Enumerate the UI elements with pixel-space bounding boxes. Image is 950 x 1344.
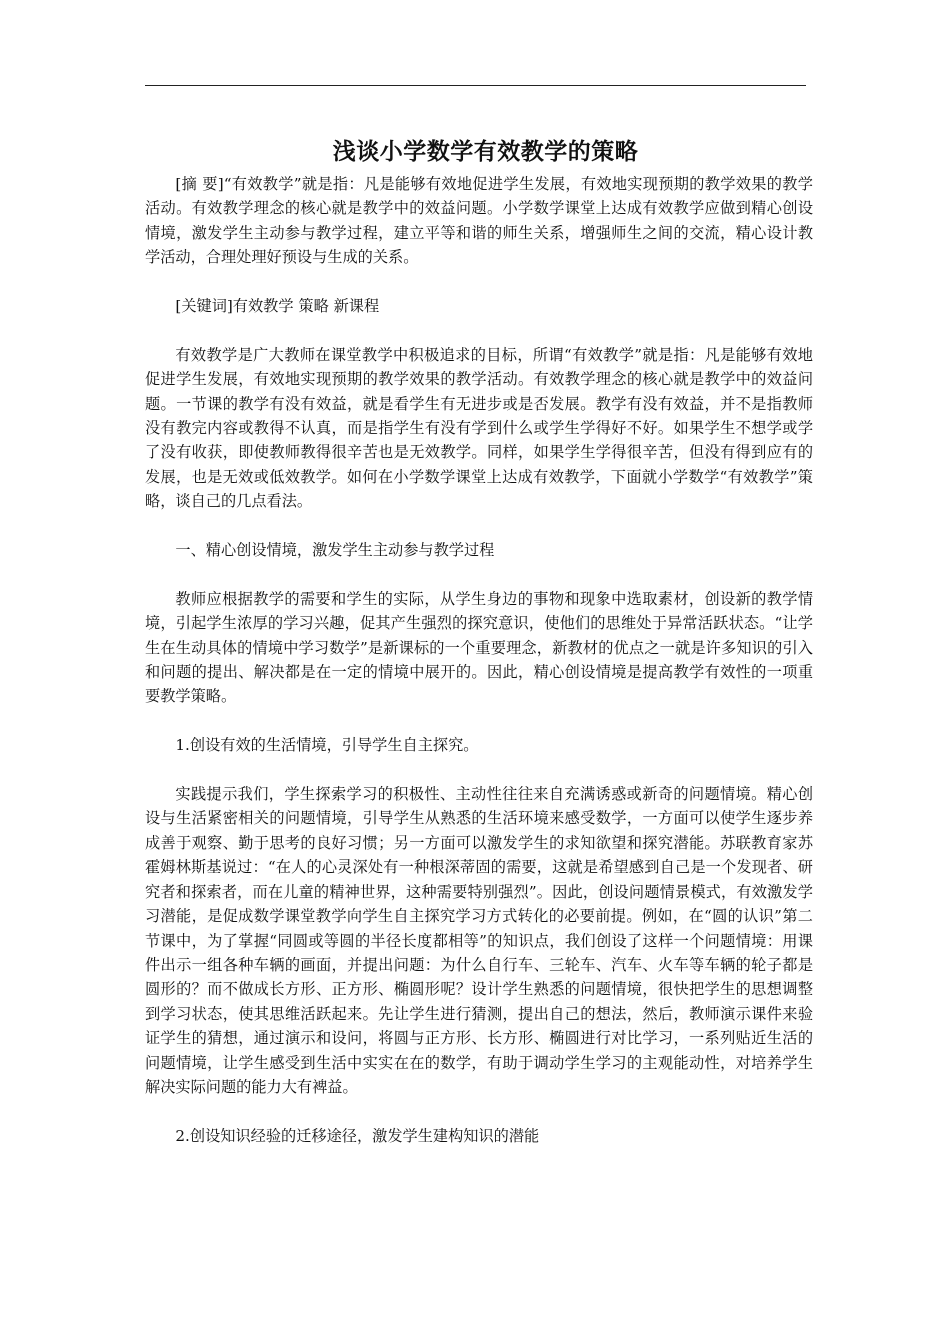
abstract-paragraph: [摘 要]“有效教学”就是指：凡是能够有效地促进学生发展，有效地实现预期的教学效果的教学活动。有效教学理念的核心就是教学中的效益问题。小学数学课堂上达成有效教学应做到精心创设情境，激发学生主动参与教学过程，建立平等和谐的师生关系，增强师生之间的交流，精心设计教学活动，合理处理好预设与生成的关系。 — [145, 175, 813, 267]
subsection-1-paragraph: 实践提示我们，学生探索学习的积极性、主动性往往来自充满诱惑或新奇的问题情境。精心创设与生活紧密相关的问题情境，引导学生从熟悉的生活环境来感受数学，一方面可以使学生逐步养成善于观察、勤于思考的良好习惯；另一方面可以激发学生的求知欲望和探究潜能。苏联教育家苏霍姆林斯基说过：“在人的心灵深处有一种根深蒂固的需要，这就是希望感到自己是一个发现者、研究者和探索者，而在儿童的精神世界，这种需要特别强烈”。因此，创设问题情景模式，有效激发学习潜能，是促成数学课堂教学向学生自主探究学习方式转化的必要前提。例如，在“圆的认识”第二节课中，为了掌握“同圆或等圆的半径长度都相等”的知识点，我们创设了这样一个问题情境：用课件出示一组各种车辆的画面，并提出问题：为什么自行车、三轮车、汽车、火车等车辆的轮子都是圆形的？而不做成长方形、正方形、椭圆形呢？设计学生熟悉的问题情境，很快把学生的思想调整到学习状态，使其思维活跃起来。先让学生进行猜测，提出自己的想法，然后，教师演示课件来验证学生的猜想，通过演示和设问，将圆与正方形、长方形、椭圆进行对比学习，一系列贴近生活的问题情境，让学生感受到生活中实实在在的数学，有助于调动学生学习的主观能动性，对培养学生解决实际问题的能力大有裨益。 — [145, 785, 813, 1096]
intro-paragraph: 有效教学是广大教师在课堂教学中积极追求的目标，所谓“有效教学”就是指：凡是能够有效地促进学生发展，有效地实现预期的教学效果的教学活动。有效教学理念的核心就是教学中的效益问题。一节课的教学有没有效益，就是看学生有无进步或是否发展。教学有没有效益，并不是指教师没有教完内容或教得不认真，而是指学生有没有学到什么或学生学得好不好。如果学生不想学或学了没有收获，即使教师教得很辛苦也是无效教学。同样，如果学生学得很辛苦，但没有得到应有的发展，也是无效或低效教学。如何在小学数学课堂上达成有效教学，下面就小学数学“有效教学”策略，谈自己的几点看法。 — [145, 345, 813, 511]
page-title: 浅谈小学数学有效教学的策略 — [332, 139, 639, 165]
subsection-heading-1: 1.创设有效的生活情境，引导学生自主探究。 — [175, 736, 479, 755]
section-1-paragraph: 教师应根据教学的需要和学生的实际，从学生身边的事物和现象中选取素材，创设新的教学情境，引起学生浓厚的学习兴趣，促其产生强烈的探究意识，使他们的思维处于异常活跃状态。“让学生在生动具体的情境中学习数学”是新课标的一个重要理念，新教材的优点之一就是许多知识的引入和问题的提出、解决都是在一定的情境中展开的。因此，精心创设情境是提高教学有效性的一项重要教学策略。 — [145, 589, 813, 706]
header-rule — [145, 85, 806, 86]
keywords-line: [关键词]有效教学 策略 新课程 — [175, 297, 380, 316]
section-heading-1: 一、精心创设情境，激发学生主动参与教学过程 — [175, 541, 495, 560]
subsection-heading-2: 2.创设知识经验的迁移途径，激发学生建构知识的潜能 — [175, 1126, 540, 1145]
article-body — [145, 172, 813, 1148]
